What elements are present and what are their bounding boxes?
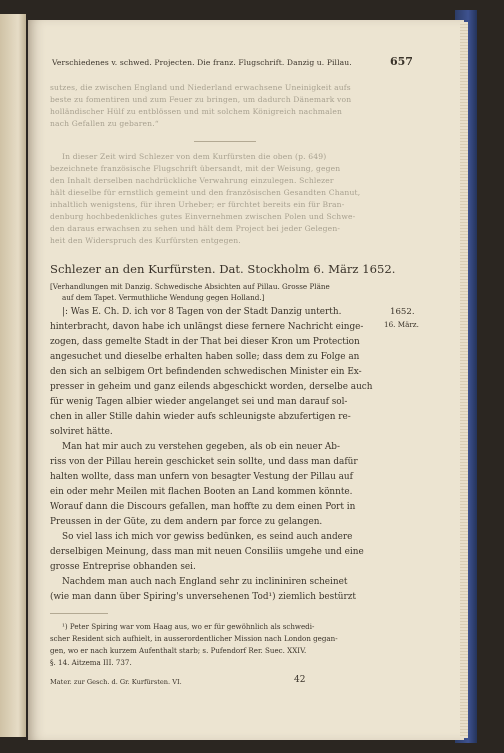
letter-subtitle: [Verhandlungen mit Danzig. Schwedische Absichten auf Pillau. Grosse Pläne (50, 282, 330, 291)
text-line: sutzes, die zwischen England und Niederland erwachsene Uneinigkeit aufs (50, 83, 351, 92)
text-line: Nachdem man auch nach England sehr zu inclininiren scheinet (62, 577, 348, 587)
page-number: 657 (390, 55, 413, 68)
text-line: nach Gefallen zu gebaren.“ (50, 119, 159, 128)
text-line: halten wollte, dass man unfern von besagter Vestung der Pillau auf (50, 472, 353, 482)
book-page (28, 20, 464, 740)
letter-subtitle: auf dem Tapet. Vermuthliche Wendung gegen Holland.] (62, 293, 265, 302)
text-line: denburg hochbedenkliches gutes Einvernehmen zwischen Polen und Schwe- (50, 212, 356, 221)
text-line: chen in aller Stille dahin wieder aufs schleunigste abzufertigen re- (50, 412, 351, 422)
text-line: angesuchet und dieselbe erhalten haben solle; dass dem zu Folge an (50, 352, 360, 362)
footer-sheet-number: 42 (294, 675, 306, 685)
text-line: presser in geheim und ganz eilends abgeschickt worden, derselbe auch (50, 382, 373, 392)
text-line: Worauf dann die Discours gefallen, man hoffte zu dem einen Port in (50, 502, 356, 512)
text-line: bezeichnete französische Flugschrift übersandt, mit der Weisung, gegen (50, 164, 341, 173)
text-line: den daraus erwachsen zu sehen und hält dem Project bei jeder Gelegen- (50, 224, 341, 233)
text-line: für wenig Tagen albier wieder angelanget sei und man darauf sol- (50, 397, 348, 407)
text-line: beste zu fomentiren und zum Feuer zu bringen, um dadurch Dänemark von (50, 95, 352, 104)
footnote-line: scher Resident sich aufhielt, in ausserordentlicher Mission nach London gegan- (50, 634, 338, 643)
text-line: solviret hätte. (50, 427, 113, 437)
text-line: grosse Entreprise obhanden sei. (50, 562, 196, 572)
text-line: den Inhalt derselben nachdrückliche Verwahrung einzulegen. Schlezer (50, 176, 334, 185)
text-line: heit den Widerspruch des Kurfürsten entgegen. (50, 236, 241, 245)
margin-year: 1652. (390, 307, 415, 317)
margin-date: 16. März. (384, 320, 419, 329)
page-stack-edge (460, 22, 468, 738)
text-line: inhaltlich wenigstens, für ihren Urheber; er fürchtet bereits ein für Bran- (50, 200, 345, 209)
text-line: den sich an selbigem Ort befindenden schwedischen Minister ein Ex- (50, 367, 362, 377)
text-line: So viel lass ich mich vor gewiss bedünken, es seind auch andere (62, 532, 353, 542)
footnote-line: §. 14. Aitzema III. 737. (50, 658, 132, 667)
footnote-rule (50, 613, 108, 614)
text-line: Preussen in der Güte, zu dem andern par force zu gelangen. (50, 517, 323, 527)
text-line: |: Was E. Ch. D. ich vor 8 Tagen von der Stadt Danzig unterth. (62, 307, 342, 317)
text-line: Man hat mir auch zu verstehen gegeben, als ob ein neuer Ab- (62, 442, 340, 452)
running-header: Verschiedenes v. schwed. Projecten. Die franz. Flugschrift. Danzig u. Pillau. (52, 58, 352, 67)
text-line: hinterbracht, davon habe ich unlängst diese fernere Nachricht einge- (50, 322, 364, 332)
page-footer: Mater. zur Gesch. d. Gr. Kurfürsten. VI. (50, 678, 182, 686)
text-line: (wie man dann über Spiring's unversehenen Tod¹) ziemlich bestürzt (50, 592, 356, 602)
text-line: ein oder mehr Meilen mit flachen Booten an Land kommen könnte. (50, 487, 353, 497)
text-line: hält dieselbe für ernstlich gemeint und den französischen Gesandten Chanut, (50, 188, 361, 197)
text-line: holländischer Hülf zu entblössen und mit solchem Königreich nachmalen (50, 107, 343, 116)
text-line: In dieser Zeit wird Schlezer von dem Kurfürsten die oben (p. 649) (62, 152, 327, 161)
text-line: derselbigen Meinung, dass man mit neuen Consiliis umgehe und eine (50, 547, 364, 557)
footnote-line: ¹) Peter Spiring war vom Haag aus, wo er für gewöhnlich als schwedi- (62, 622, 315, 631)
text-line: riss von der Pillau herein geschicket sein sollte, und dass man dafür (50, 457, 358, 467)
separator-rule (194, 141, 256, 142)
letter-title: Schlezer an den Kurfürsten. Dat. Stockholm 6. März 1652. (50, 262, 396, 276)
text-line: zogen, dass gemelte Stadt in der That bei dieser Kron um Protection (50, 337, 360, 347)
left-page-edge (0, 14, 26, 737)
footnote-line: gen, wo er nach kurzem Aufenthalt starb; s. Pufendorf Rer. Suec. XXIV. (50, 646, 307, 655)
